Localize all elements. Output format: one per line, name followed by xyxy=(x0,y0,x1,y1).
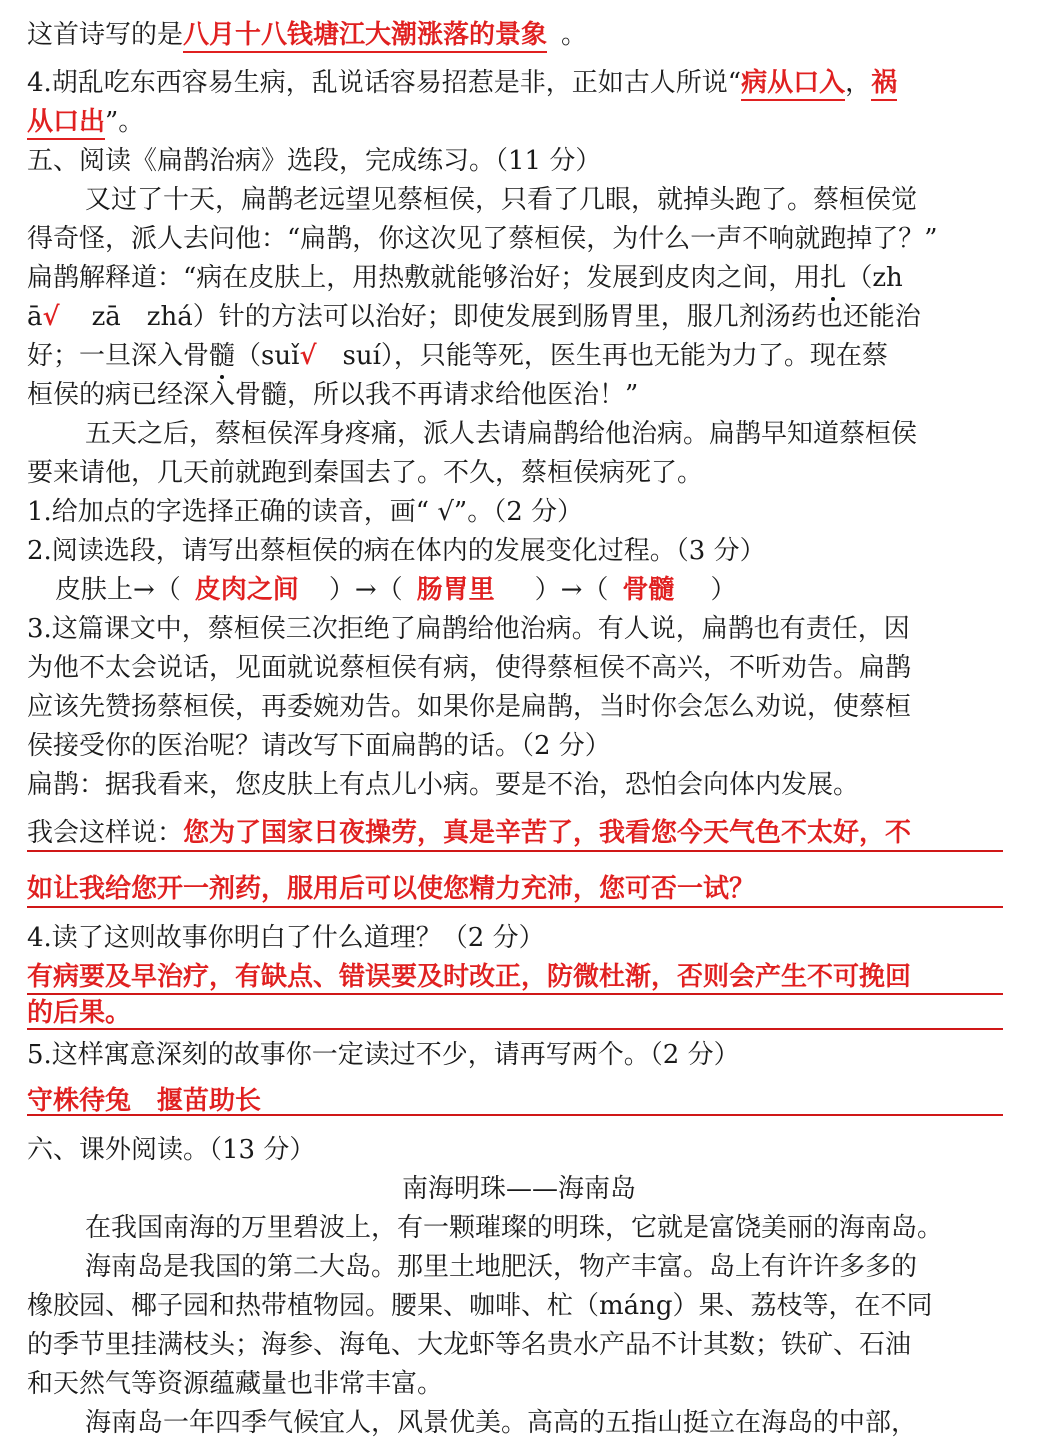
question-1: 1.给加点的字选择正确的读音，画“ √”。（2 分） xyxy=(27,497,584,527)
pinyin-option-sui: （suǐ xyxy=(235,341,300,371)
passage-title: 南海明珠——海南岛 xyxy=(401,1174,636,1204)
question-4-answer-l1 xyxy=(27,960,911,994)
passage-p1-l6: 桓侯的病已经深入骨髓，所以我不再请求给他医治！” xyxy=(27,380,639,410)
passage-p1-l2: 得奇怪，派人去问他：“扁鹊，你这次见了蔡桓侯，为什么一声不响就跑掉了？” xyxy=(27,224,938,254)
question-3-l3: 应该先赞扬蔡桓侯，再委婉劝告。如果你是扁鹊，当时你会怎么劝说，使蔡桓 xyxy=(27,692,912,722)
section5-heading: 五、阅读《扁鹊治病》选段，完成练习。（11 分） xyxy=(27,146,602,176)
p1-l4-text: zā zhá）针的方法可以治好；即使发展到肠胃里，服几剂汤药也还能治 xyxy=(91,302,921,332)
q4-answer-c: 从口出 xyxy=(27,107,105,140)
dotted-char-sui: 髓 xyxy=(209,341,236,371)
answer-rule xyxy=(27,993,1003,995)
q3-answer-text-2: 如让我给您开一剂药，服用后可以使您精力充沛，您可否一试？ xyxy=(27,874,756,904)
q4-answer-a: 病从口入 xyxy=(741,68,845,101)
answer-rule xyxy=(27,906,1003,908)
passage2-p3-l1: 海南岛一年四季气候宜人，风景优美。高高的五指山挺立在海岛的中部， xyxy=(85,1408,918,1438)
check-mark-icon: √ xyxy=(42,302,60,332)
q3-answer-text-1: 您为了国家日夜操劳，真是辛苦了，我看您今天气色不太好，不 xyxy=(183,818,912,848)
answer-rule xyxy=(27,1114,1003,1116)
q2-answer-1: 皮肉之间 xyxy=(194,575,299,605)
pinyin-option-start: （zh xyxy=(846,263,903,293)
question-5: 5.这样寓意深刻的故事你一定读过不少，请再写两个。（2 分） xyxy=(27,1040,740,1070)
q4-line xyxy=(27,66,897,100)
q4-answer-text-2: 的后果。 xyxy=(27,998,132,1028)
question-4: 4.读了这则故事你明白了什么道理？（2 分） xyxy=(27,923,545,953)
q2-answer-3: 骨髓 xyxy=(622,575,675,605)
dotted-char-zha: 扎 xyxy=(820,263,847,293)
q3-answer-label: 我会这样说： xyxy=(27,818,184,848)
q2-end: ） xyxy=(710,575,737,605)
q4-suffix: ”。 xyxy=(105,107,145,137)
passage-p1-l4 xyxy=(27,300,921,334)
question-3-l4: 侯接受你的医治呢？请改写下面扁鹊的话。（2 分） xyxy=(27,731,611,761)
q4-line-2 xyxy=(27,105,144,139)
question-3-l1: 3.这篇课文中，蔡桓侯三次拒绝了扁鹊给他治病。有人说，扁鹊也有责任，因 xyxy=(27,614,910,644)
q4-answer-b: 祸 xyxy=(871,68,897,101)
q5-answer-text: 守株待兔 揠苗助长 xyxy=(27,1086,262,1116)
check-mark-icon: √ xyxy=(299,341,317,371)
passage-p2-l1: 五天之后，蔡桓侯浑身疼痛，派人去请扁鹊给他治病。扁鹊早知道蔡桓侯 xyxy=(85,419,918,449)
q2-arrow-2: ）→（ xyxy=(534,575,609,605)
q3-prefix: 这首诗写的是 xyxy=(27,20,184,50)
q2-answer-2: 肠胃里 xyxy=(416,575,495,605)
q2-arrow-1: ）→（ xyxy=(328,575,403,605)
answer-rule xyxy=(27,1028,1003,1030)
question-2: 2.阅读选段，请写出蔡桓侯的病在体内的发展变化过程。（3 分） xyxy=(27,536,766,566)
question-5-answer xyxy=(27,1084,261,1118)
question-3-answer-l2 xyxy=(27,872,755,906)
q3-suffix: 。 xyxy=(561,20,588,50)
answer-rule xyxy=(27,850,1003,852)
pinyin-option-end: ā xyxy=(27,302,43,332)
q4-comma: ， xyxy=(845,68,872,98)
question-3-quote: 扁鹊：据我看来，您皮肤上有点儿小病。要是不治，恐怕会向体内发展。 xyxy=(27,770,860,800)
passage2-p2-l4: 和天然气等资源蕴藏量也非常丰富。 xyxy=(27,1369,444,1399)
passage2-p2-l2: 橡胶园、椰子园和热带植物园。腰果、咖啡、杧（máng）果、荔枝等，在不同 xyxy=(27,1291,933,1321)
p1-l5-text: 好；一旦深入骨 xyxy=(27,341,210,371)
passage2-p1: 在我国南海的万里碧波上，有一颗璀璨的明珠，它就是富饶美丽的海南岛。 xyxy=(85,1213,944,1243)
question-4-answer-l2 xyxy=(27,996,131,1030)
q4-prefix: 4.胡乱吃东西容易生病，乱说话容易招惹是非，正如古人所说“ xyxy=(27,68,742,98)
question-3-l2: 为他不太会说话，见面就说蔡桓侯有病，使得蔡桓侯不高兴，不听劝告。扁鹊 xyxy=(27,653,912,683)
section6-heading: 六、课外阅读。（13 分） xyxy=(27,1135,316,1165)
q3-line xyxy=(27,18,587,52)
passage-p2-l2: 要来请他，几天前就跑到秦国去了。不久，蔡桓侯病死了。 xyxy=(27,458,704,488)
question-3-answer-l1 xyxy=(27,816,911,850)
q4-answer-text-1: 有病要及早治疗，有缺点、错误要及时改正，防微杜渐，否则会产生不可挽回 xyxy=(27,962,912,992)
question-2-answer-line xyxy=(55,573,736,607)
passage2-p2-l3: 的季节里挂满枝头；海参、海龟、大龙虾等名贵水产品不计其数；铁矿、石油 xyxy=(27,1330,912,1360)
q2-start: 皮肤上→（ xyxy=(55,575,181,605)
passage-p1-l1: 又过了十天，扁鹊老远望见蔡桓侯，只看了几眼，就掉头跑了。蔡桓侯觉 xyxy=(85,185,918,215)
passage-p1-l5 xyxy=(27,339,888,373)
p1-l3-text: 扁鹊解释道：“病在皮肤上，用热敷就能够治好；发展到皮肉之间，用 xyxy=(27,263,821,293)
passage2-p2-l1: 海南岛是我国的第二大岛。那里土地肥沃，物产丰富。岛上有许许多多的 xyxy=(85,1252,918,1282)
passage-p1-l3 xyxy=(27,261,903,295)
p1-l5-rest: suí），只能等死，医生再也无能为力了。现在蔡 xyxy=(342,341,888,371)
q3-answer: 八月十八钱塘江大潮涨落的景象 xyxy=(183,20,547,53)
